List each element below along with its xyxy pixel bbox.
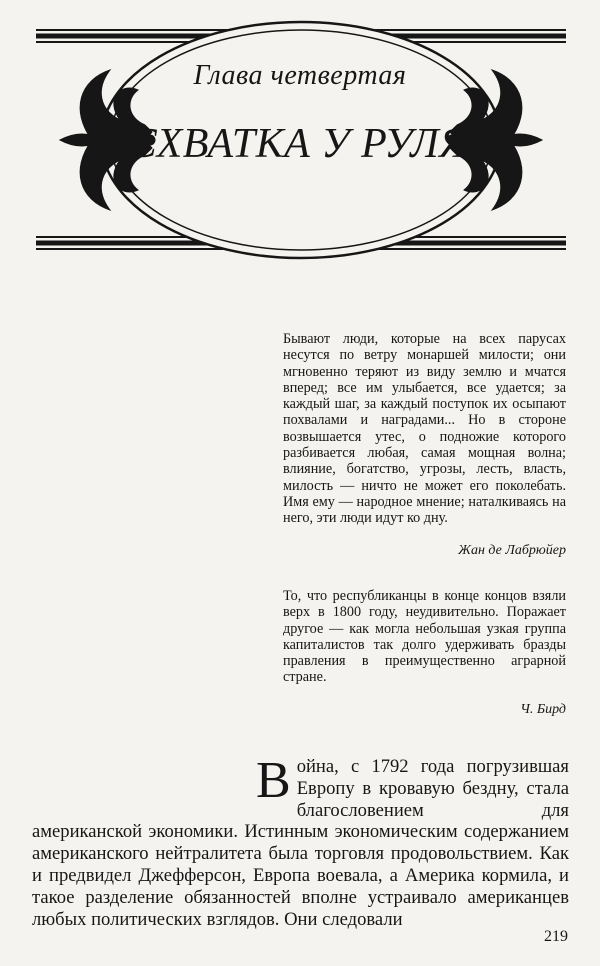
epigraph-author: Ч. Бирд (520, 701, 566, 717)
epigraph-text: То, что республиканцы в конце концов взяли верх в 1800 году, неудивительно. Поражает другое — как могла небольшая узкая группа капиталистов так долго удерживать бразды правления в преимущественно аграрной стране. (283, 588, 566, 686)
epigraph-beard (283, 588, 566, 718)
chapter-header (0, 0, 600, 280)
drop-cap: В (256, 752, 291, 809)
body-paragraph (32, 752, 569, 930)
chapter-label: Глава четвертая (193, 60, 407, 91)
epigraph-author: Жан де Лабрюйер (458, 542, 566, 558)
body-text: ойна, с 1792 года погрузившая Европу в кровавую бездну, стала благословением для американской экономики. Истинным экономическим содержанием американского нейтралитета была торговля продовольствием. Как и предвидел Джефферсон, Европа воевала, а Америка кормила, и такое разделение обязанностей вполне устраивало американцев любых политических взглядов. Они следовали (32, 756, 569, 930)
page-number: 219 (544, 928, 568, 945)
chapter-title: СХВАТКА У РУЛЯ (128, 121, 468, 167)
epigraph-labruyere (283, 331, 566, 559)
epigraph-text: Бывают люди, которые на всех парусах несутся по ветру монаршей милости; они мгновенно теряют из виду землю и мчатся вперед; все им улыбается, все удается; за каждый шаг, за каждый поступок их осыпают похвалами и наградами... Но в стороне возвышается утес, о подножие которого разбивается любая, самая мощная волна; влияние, богатство, угрозы, лесть, власть, милость — ничто не может его поколебать. Имя ему — народное мнение; наталкиваясь на него, эти люди идут ко дну. (283, 331, 566, 527)
